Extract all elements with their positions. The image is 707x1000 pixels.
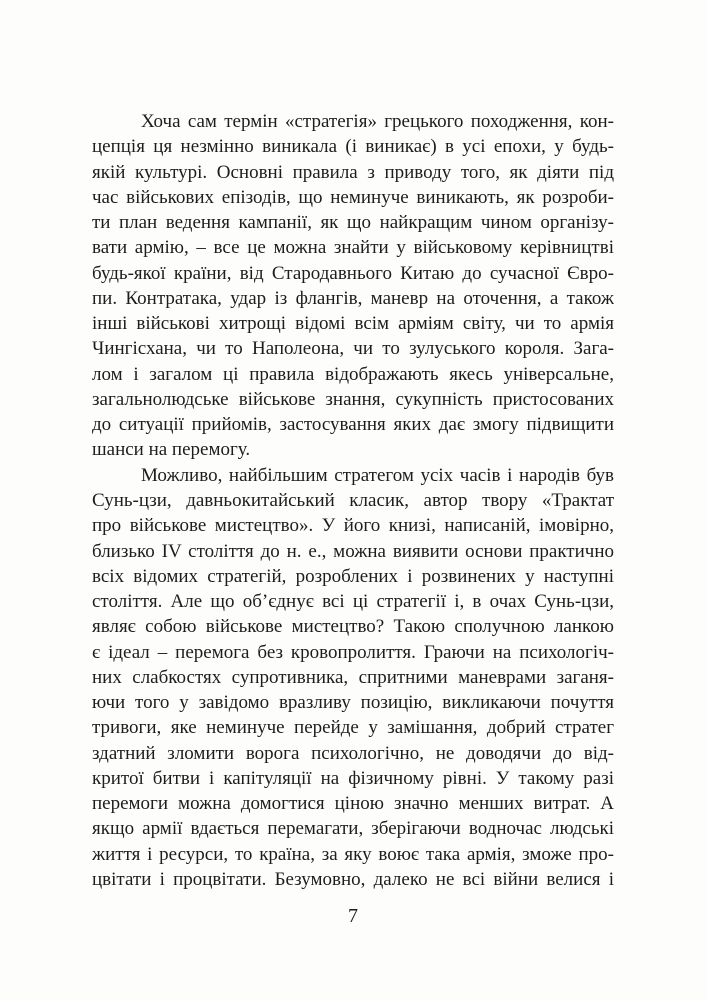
text-line: цепція ця незмінно виникала (і виникає) в усі епохи, у будь- (92, 136, 614, 158)
text-line: будь-якої країни, від Стародавнього Китаю до сучасної Євро- (92, 262, 614, 284)
text-line: цвітати і процвітати. Безумовно, далеко не всі війни велися і (92, 868, 614, 890)
paragraph (92, 463, 614, 893)
text-line: лом і загалом ці правила відображають якесь універсальне, (92, 363, 614, 385)
text-line: про військове мистецтво». У його книзі, написаній, імовірно, (92, 515, 614, 537)
text-line: перемоги можна домогтися ціною значно менших витрат. А (92, 793, 614, 815)
text-line: здатний зломити ворога психологічно, не доводячи до від- (92, 742, 614, 764)
text-line: шанси на перемогу. (92, 439, 251, 461)
text-line: пи. Контратака, удар із флангів, маневр на оточення, а також (92, 287, 614, 309)
text-line: вати армію, – все це можна знайти у військовому керівництві (92, 237, 614, 259)
text-line: життя і ресурси, то країна, за яку воює така армія, зможе про- (92, 843, 614, 865)
text-line: тривоги, яке неминуче перейде у замішання, добрий стратег (92, 717, 614, 739)
text-line: Чингісхана, чи то Наполеона, чи то зулуського короля. Зага- (92, 338, 614, 360)
text-line: Хоча сам термін «стратегія» грецького походження, кон- (141, 111, 614, 132)
text-line: всіх відомих стратегій, розроблених і розвинених у наступні (92, 565, 614, 587)
text-line: Сунь-цзи, давньокитайський класик, автор твору «Трактат (92, 489, 614, 511)
text-line: якщо армії вдається перемагати, зберігаючи водночас людські (92, 818, 614, 840)
text-line: критої битви і капітуляції на фізичному рівні. У такому разі (92, 767, 614, 789)
text-line: інші військові хитрощі відомі всім арміям світу, чи то армія (92, 313, 614, 335)
text-line: є ідеал – перемога без кровопролиття. Граючи на психологіч- (92, 641, 614, 663)
text-line: ючи того у завідомо вразливу позицію, викликаючи почуття (92, 692, 614, 714)
text-line: Можливо, найбільшим стратегом усіх часів і народів був (141, 464, 614, 486)
text-line: близько IV століття до н. е., можна виявити основи практично (92, 540, 614, 562)
text-line: ти план ведення кампанії, як що найкращим чином організу- (92, 212, 614, 234)
text-line: до ситуації прийомів, застосування яких дає змогу підвищити (92, 414, 614, 436)
page-number: 7 (348, 905, 358, 927)
text-line: якій культурі. Основні правила з приводу того, як діяти під (92, 161, 614, 183)
text-line: час військових епізодів, що неминуче виникають, як розроби- (92, 186, 614, 208)
text-line: загальнолюдське військове знання, сукупність пристосованих (92, 388, 614, 410)
text-line: століття. Але що об’єднує всі ці стратегії і, в очах Сунь-цзи, (92, 591, 614, 613)
text-block (92, 109, 614, 892)
paragraph (92, 109, 614, 463)
text-line: являє собою військове мистецтво? Такою сполучною ланкою (92, 616, 614, 638)
text-line: них слабкостях супротивника, спритними маневрами заганя- (92, 666, 614, 688)
